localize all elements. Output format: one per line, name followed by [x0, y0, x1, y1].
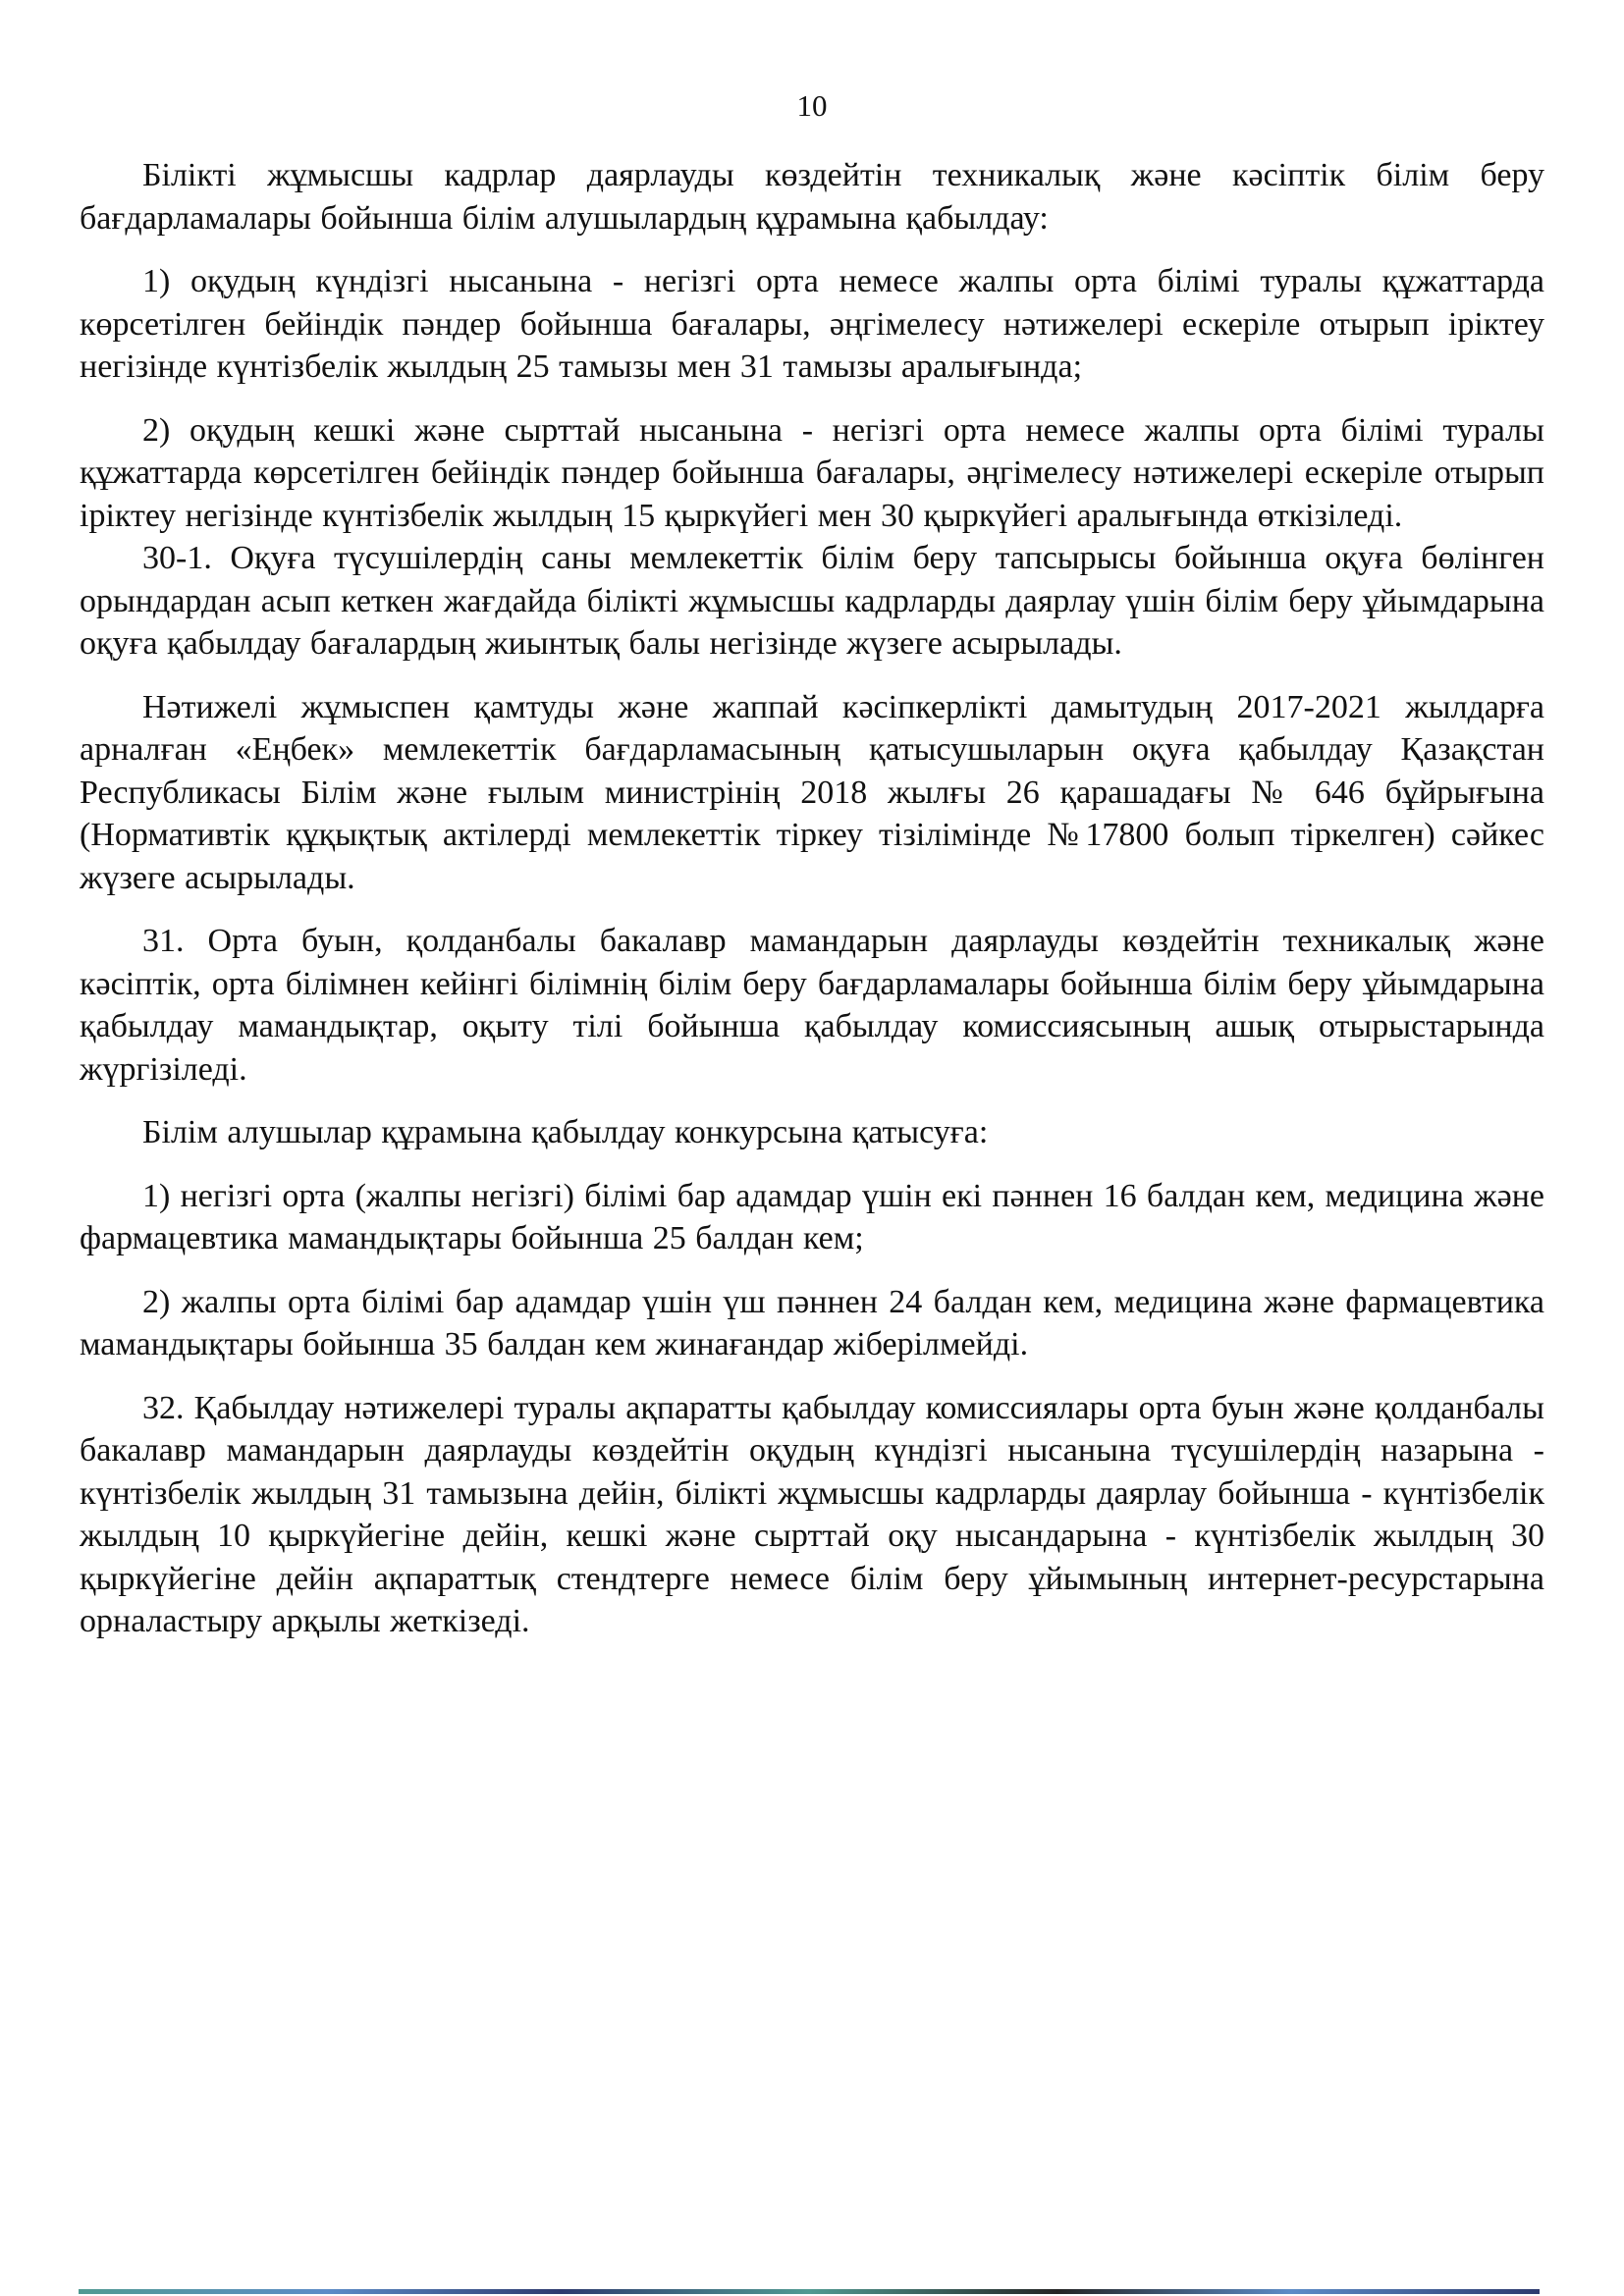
paragraph: 2) жалпы орта білімі бар адамдар үшін үш пәннен 24 балдан кем, медицина және фармацевтика мамандықтары бойынша 35 балдан кем жинағандар жіберілмейді. — [80, 1283, 1544, 1362]
page-number: 10 — [796, 88, 828, 123]
paragraph: Нәтижелі жұмыспен қамтуды және жаппай кәсіпкерлікті дамытудың 2017-2021 жылдарға арналған «Еңбек» мемлекеттік бағдарламасының қатысушыларын оқуға қабылдау Қазақстан Республикасы Білім және ғылым министрінің 2018 жылғы 26 қарашадағы № 646 бұйрығына (Нормативтік құқықтық актілерді мемлекеттік тіркеу тізілімінде №17800 болып тіркелген) сәйкес жүзеге асырылады. — [80, 688, 1544, 896]
paragraph: 30-1. Оқуға түсушілердің саны мемлекеттік білім беру тапсырысы бойынша оқуға бөлінген орындардан асып кеткен жағдайда білікті жұмысшы кадрларды даярлау үшін білім беру ұйымдарына оқуға қабылдау бағалардың жиынтық балы негізінде жүзеге асырылады. — [80, 540, 1544, 662]
scan-artifact-line — [79, 2289, 1540, 2294]
paragraph: Білім алушылар құрамына қабылдау конкурсына қатысуға: — [142, 1114, 989, 1150]
paragraph: 2) оқудың кешкі және сырттай нысанына - негізгі орта немесе жалпы орта білімі туралы құжаттарда көрсетілген бейіндік пәндер бойынша бағалары, әңгімелесу нәтижелері ескеріле отырып іріктеу негізінде күнтізбелік жылдың 15 қыркүйегі мен 30 қыркүйегі аралығында өткізіледі. — [80, 411, 1544, 534]
paragraph: 32. Қабылдау нәтижелері туралы ақпаратты қабылдау комиссиялары орта буын және қолданбалы бакалавр мамандарын даярлауды көздейтін оқудың күндізгі нысанына түсушілердің назарына - күнтізбелік жылдың 31 тамызына дейін, білікті жұмысшы кадрларды даярлау бойынша - күнтізбелік жылдың 10 қыркүйегіне дейін, кешкі және сырттай оқу нысандарына - күнтізбелік жылдың 30 қыркүйегіне дейін ақпараттық стендтерге немесе білім беру ұйымының интернет-ресурстарына орналастыру арқылы жеткізеді. — [80, 1389, 1544, 1639]
paragraph: 31. Орта буын, қолданбалы бакалавр мамандарын даярлауды көздейтін техникалық және кәсіптік, орта білімнен кейінгі білімнің білім беру бағдарламалары бойынша білім беру ұйымдарына қабылдау мамандықтар, оқыту тілі бойынша қабылдау комиссиясының ашық отырыстарында жүргізіледі. — [80, 923, 1544, 1088]
paragraph: 1) негізгі орта (жалпы негізгі) білімі бар адамдар үшін екі пәннен 16 балдан кем, медицина және фармацевтика мамандықтары бойынша 25 балдан кем; — [80, 1177, 1544, 1256]
paragraph: 1) оқудың күндізгі нысанына - негізгі орта немесе жалпы орта білімі туралы құжаттарда көрсетілген бейіндік пәндер бойынша бағалары, әңгімелесу нәтижелері ескеріле отырып іріктеу негізінде күнтізбелік жылдың 25 тамызы мен 31 тамызы аралығында; — [80, 263, 1544, 385]
paragraph: Білікті жұмысшы кадрлар даярлауды көздейтін техникалық және кәсіптік білім беру бағдарламалары бойынша білім алушылардың құрамына қабылдау: — [80, 157, 1544, 237]
document-content — [80, 154, 1544, 1643]
